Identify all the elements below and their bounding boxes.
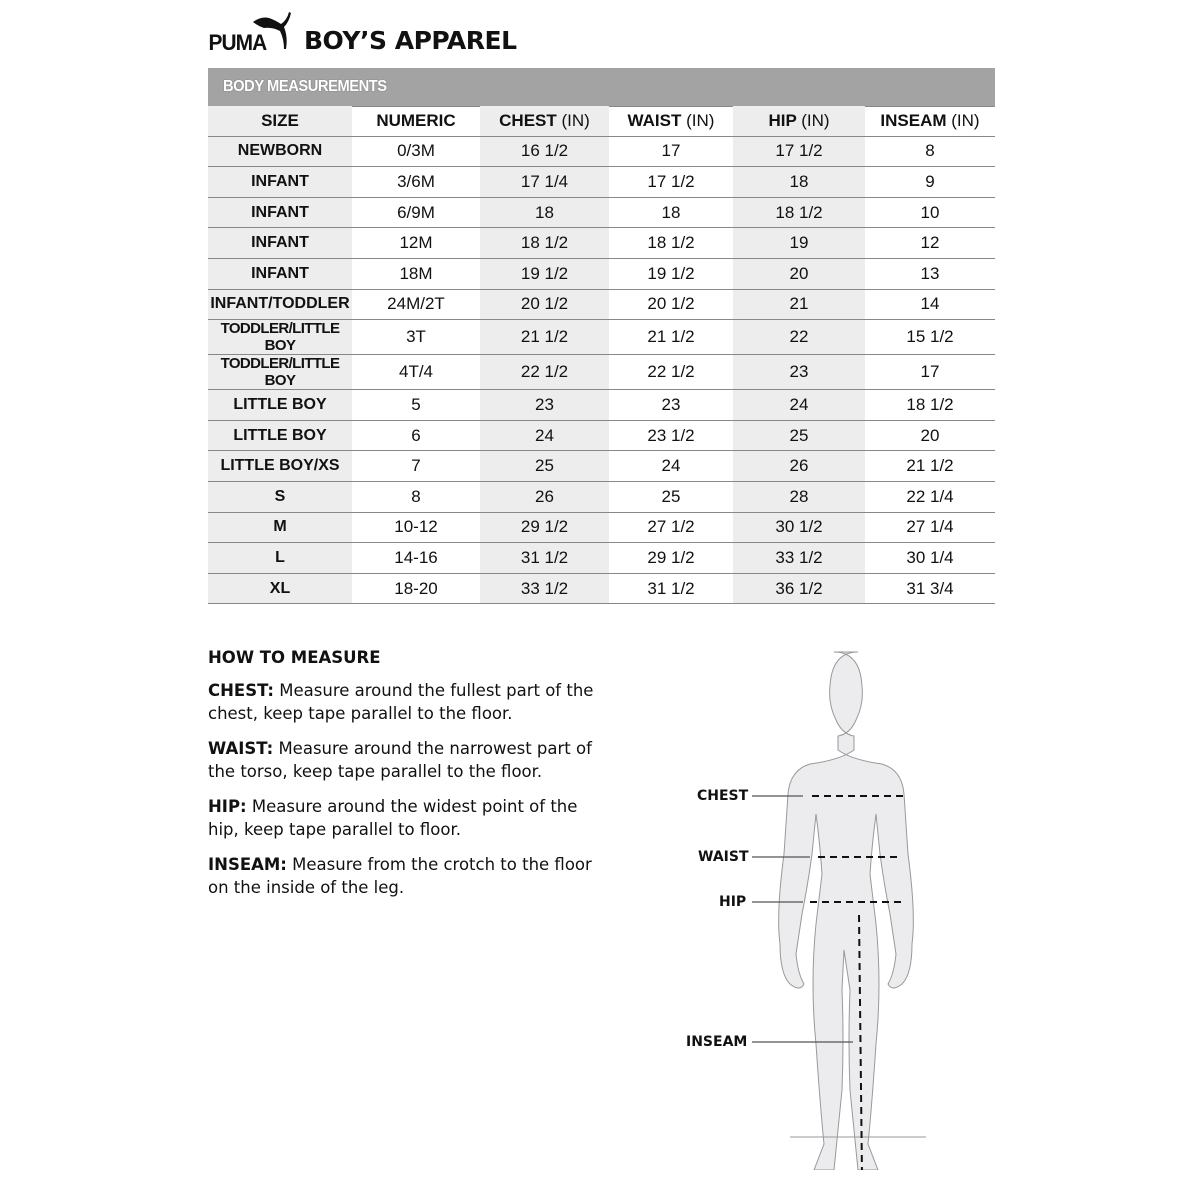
table-cell: 17 (609, 136, 733, 167)
measure-instruction (208, 679, 608, 725)
table-cell: XL (208, 573, 352, 604)
column-header (352, 106, 480, 136)
table-row (208, 390, 995, 421)
inseam-label: INSEAM (686, 1034, 748, 1050)
table-cell: 18-20 (352, 573, 480, 604)
column-header (480, 106, 609, 136)
table-row (208, 420, 995, 451)
table-cell: 23 (480, 390, 609, 421)
table-cell: 0/3M (352, 136, 480, 167)
table-cell: 26 (733, 451, 865, 482)
table-cell: 3/6M (352, 167, 480, 198)
measure-instruction (208, 853, 608, 899)
table-cell: 27 1/4 (865, 512, 995, 543)
table-cell: 3T (352, 320, 480, 355)
table-cell: 24 (480, 420, 609, 451)
table-cell: 18 (733, 167, 865, 198)
table-cell: 20 (865, 420, 995, 451)
table-cell: 30 1/4 (865, 543, 995, 574)
table-cell: M (208, 512, 352, 543)
table-cell: 25 (480, 451, 609, 482)
table-cell: 4T/4 (352, 355, 480, 390)
hip-label: HIP (719, 894, 747, 910)
table-row (208, 197, 995, 228)
table-cell: 6 (352, 420, 480, 451)
table-cell: 14 (865, 289, 995, 320)
puma-logo: PUMA (207, 10, 297, 56)
table-cell: 31 1/2 (609, 573, 733, 604)
table-cell: 29 1/2 (480, 512, 609, 543)
table-cell: 28 (733, 481, 865, 512)
table-cell: 33 1/2 (733, 543, 865, 574)
table-row (208, 543, 995, 574)
how-to-measure (208, 646, 608, 911)
table-cell: 31 3/4 (865, 573, 995, 604)
table-cell: 29 1/2 (609, 543, 733, 574)
table-cell: 18 (480, 197, 609, 228)
table-cell: 21 1/2 (865, 451, 995, 482)
table-row (208, 512, 995, 543)
table-cell: 27 1/2 (609, 512, 733, 543)
header-unit: (IN) (951, 110, 980, 130)
table-cell: 10 (865, 197, 995, 228)
table-cell: 19 1/2 (609, 258, 733, 289)
measure-text: Measure around the widest point of the hip, keep tape parallel to floor. (208, 797, 578, 839)
measure-text: Measure around the narrowest part of the torso, keep tape parallel to the floor. (208, 739, 592, 781)
header-unit: (IN) (686, 110, 715, 130)
table-cell: INFANT (208, 258, 352, 289)
table-cell: 26 (480, 481, 609, 512)
table-cell: 8 (865, 136, 995, 167)
table-cell: 17 (865, 355, 995, 390)
header-label: SIZE (261, 110, 299, 130)
table-row (208, 451, 995, 482)
table-cell: 20 (733, 258, 865, 289)
table-cell: 8 (352, 481, 480, 512)
table-cell: 12M (352, 228, 480, 259)
measure-text: Measure from the crotch to the floor on the inside of the leg. (208, 855, 592, 897)
table-cell: S (208, 481, 352, 512)
column-header (208, 106, 352, 136)
table-cell: 23 (609, 390, 733, 421)
table-cell: 15 1/2 (865, 320, 995, 355)
body-figure (640, 630, 960, 1170)
table-cell: LITTLE BOY (208, 420, 352, 451)
measure-text: Measure around the fullest part of the chest, keep tape parallel to the floor. (208, 681, 594, 723)
header-label: CHEST (499, 110, 557, 130)
table-cell: LITTLE BOY/XS (208, 451, 352, 482)
header-label: NUMERIC (376, 110, 456, 130)
table-cell: 13 (865, 258, 995, 289)
table-row (208, 481, 995, 512)
table-cell: 18 1/2 (609, 228, 733, 259)
table-cell: 18 1/2 (733, 197, 865, 228)
column-header (609, 106, 733, 136)
table-cell: 25 (609, 481, 733, 512)
table-cell: 22 1/2 (480, 355, 609, 390)
table-row (208, 167, 995, 198)
header-unit: (IN) (801, 110, 830, 130)
table-cell: 24M/2T (352, 289, 480, 320)
table-row (208, 573, 995, 604)
table-cell: 23 1/2 (609, 420, 733, 451)
measure-term: WAIST: (208, 739, 274, 758)
table-cell: 10-12 (352, 512, 480, 543)
column-header (865, 106, 995, 136)
measure-term: INSEAM: (208, 855, 287, 874)
table-cell: 6/9M (352, 197, 480, 228)
measure-instruction (208, 737, 608, 783)
table-cell: 16 1/2 (480, 136, 609, 167)
table-cell: 24 (609, 451, 733, 482)
header-label: WAIST (627, 110, 682, 130)
header-label: INSEAM (880, 110, 947, 130)
measure-instruction (208, 795, 608, 841)
table-row (208, 258, 995, 289)
measure-term: HIP: (208, 797, 247, 816)
section-title: BODY MEASUREMENTS (223, 78, 387, 95)
column-header (733, 106, 865, 136)
table-cell: 18M (352, 258, 480, 289)
table-cell: 17 1/2 (733, 136, 865, 167)
table-cell: 9 (865, 167, 995, 198)
table-row (208, 228, 995, 259)
table-cell: 21 1/2 (480, 320, 609, 355)
table-cell: INFANT (208, 167, 352, 198)
table-row (208, 136, 995, 167)
table-row (208, 355, 995, 390)
table-cell: 14-16 (352, 543, 480, 574)
table-cell: INFANT/TODDLER (208, 289, 352, 320)
table-row (208, 320, 995, 355)
table-cell: 33 1/2 (480, 573, 609, 604)
table-row (208, 289, 995, 320)
header-label: HIP (768, 110, 797, 130)
table-cell: 22 1/2 (609, 355, 733, 390)
table-cell: 19 1/2 (480, 258, 609, 289)
table-cell: 36 1/2 (733, 573, 865, 604)
table-cell: 12 (865, 228, 995, 259)
size-table (208, 106, 995, 604)
section-bar (208, 68, 995, 107)
header-unit: (IN) (561, 110, 590, 130)
table-cell: 19 (733, 228, 865, 259)
table-cell: NEWBORN (208, 136, 352, 167)
page-title: BOY’S APPAREL (304, 26, 517, 55)
table-cell: 21 1/2 (609, 320, 733, 355)
table-cell: 7 (352, 451, 480, 482)
chest-label: CHEST (697, 788, 749, 804)
table-cell: 5 (352, 390, 480, 421)
table-cell: 21 (733, 289, 865, 320)
table-cell: LITTLE BOY (208, 390, 352, 421)
table-cell: TODDLER/LITTLE BOY (208, 320, 352, 355)
table-cell: 18 1/2 (480, 228, 609, 259)
table-cell: L (208, 543, 352, 574)
table-cell: 30 1/2 (733, 512, 865, 543)
table-cell: 20 1/2 (609, 289, 733, 320)
measure-term: CHEST: (208, 681, 275, 700)
table-cell: 17 1/2 (609, 167, 733, 198)
table-cell: 18 (609, 197, 733, 228)
table-cell: 22 (733, 320, 865, 355)
table-cell: 17 1/4 (480, 167, 609, 198)
table-cell: TODDLER/LITTLE BOY (208, 355, 352, 390)
table-cell: 25 (733, 420, 865, 451)
body-silhouette-icon (640, 630, 960, 1170)
table-cell: 22 1/4 (865, 481, 995, 512)
table-cell: 23 (733, 355, 865, 390)
table-cell: 18 1/2 (865, 390, 995, 421)
table-cell: 20 1/2 (480, 289, 609, 320)
how-heading: HOW TO MEASURE (208, 648, 381, 667)
waist-label: WAIST (698, 849, 749, 865)
table-cell: INFANT (208, 228, 352, 259)
table-cell: INFANT (208, 197, 352, 228)
table-cell: 31 1/2 (480, 543, 609, 574)
table-cell: 24 (733, 390, 865, 421)
